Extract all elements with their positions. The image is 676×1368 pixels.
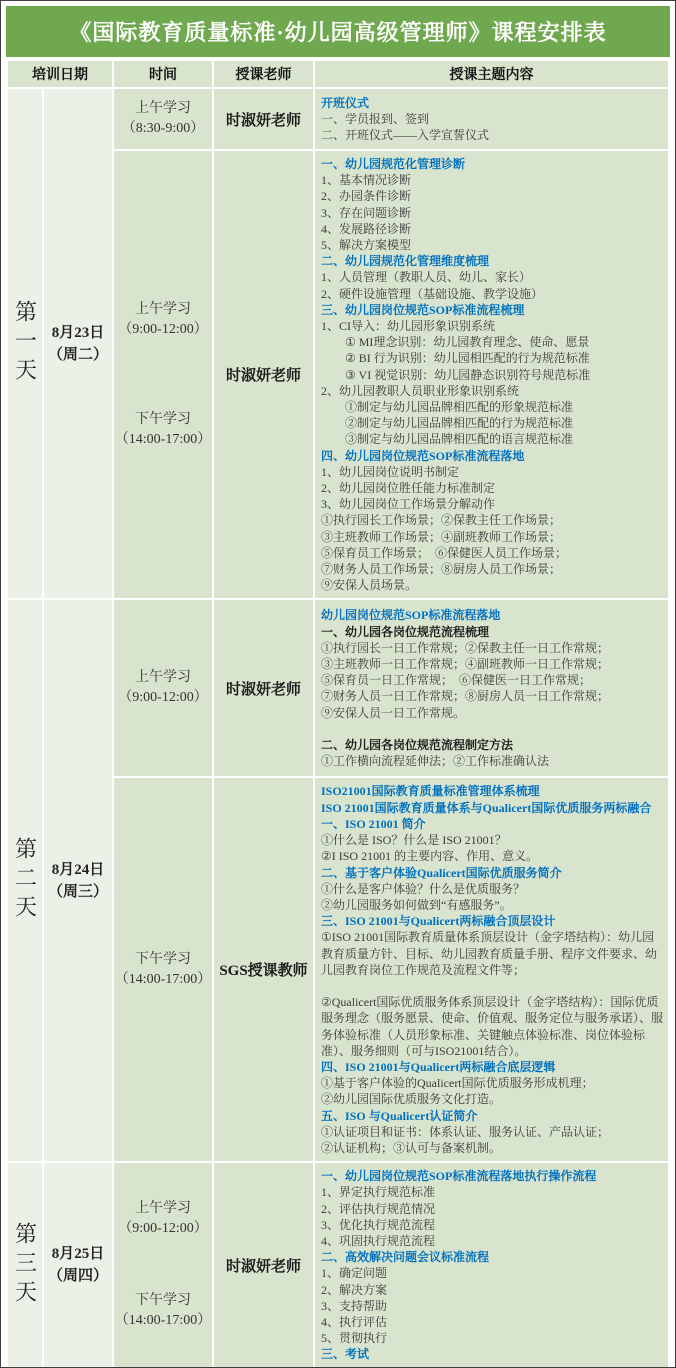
- content-line: 3、优化执行规范流程: [321, 1217, 436, 1232]
- content-line: 2、解决方案: [321, 1282, 388, 1297]
- content-line: 五、ISO 与Qualicert认证简介: [321, 1108, 478, 1123]
- content-line: 四、ISO 21001与Qualicert两标融合底层逻辑: [321, 1059, 556, 1074]
- content-line: ②认证机构；③认可与备案机制。: [321, 1140, 502, 1155]
- content-line: ① MI理念识别：幼儿园教育理念、使命、愿景: [345, 335, 590, 350]
- table-row-day2-session1: [8, 600, 668, 776]
- content-line: 二、高效解决问题会议标准流程: [321, 1250, 490, 1265]
- session-time-block: 上午学习 （9:00-12:00）: [118, 670, 208, 706]
- day3-session1-time-cell: [114, 1163, 212, 1367]
- content-line: 1、界定执行规范标准: [321, 1185, 436, 1200]
- header-teacher: 授课老师: [214, 61, 313, 87]
- content-line: 四、幼儿园岗位规范SOP标准流程落地: [321, 448, 525, 463]
- content-line: 一、幼儿园岗位规范SOP标准流程落地执行操作流程: [321, 1169, 597, 1184]
- session-time-block: 上午学习 （9:00-12:00）: [118, 301, 208, 337]
- content-line: ①基于客户体验的Qualicert国际优质服务形成机理；: [321, 1076, 594, 1091]
- day1-session1-teacher: 时淑妍老师: [214, 89, 313, 149]
- day3-label-cell: [8, 1163, 42, 1367]
- content-line: 三、考试: [321, 1347, 370, 1362]
- session-time-block: 上午学习 （8:30-9:00）: [121, 101, 205, 136]
- day3-date-cell: [44, 1163, 112, 1367]
- content-line: 2、评估执行规范情况: [321, 1201, 436, 1216]
- day1-date-line1: 8月23日: [51, 324, 105, 341]
- content-line: 开班仪式: [321, 95, 370, 110]
- session-time-block: 下午学习 （14:00-17:00）: [114, 1293, 212, 1329]
- header-row: [8, 61, 668, 87]
- content-line: ②幼儿园服务如何做到“有感服务”。: [321, 897, 512, 912]
- session-time-block: 下午学习 （14:00-17:00）: [114, 951, 212, 987]
- day1-session1-content: [315, 89, 668, 149]
- content-line: 2、硬件设施管理（基础设施、教学设施）: [321, 286, 544, 301]
- session-time: [114, 668, 212, 708]
- content-line: 二、幼儿园规范化管理维度梳理: [321, 254, 490, 269]
- content-line: 3、支持帮助: [321, 1298, 388, 1313]
- content-line: 三、ISO 21001与Qualicert两标融合顶层设计: [321, 914, 556, 929]
- day3-session1-teacher: 时淑妍老师: [214, 1163, 313, 1367]
- content-line: 幼儿园岗位规范SOP标准流程落地: [321, 608, 501, 623]
- content-line: ⑨安保人员一日工作常规。: [321, 705, 466, 720]
- day3-date-line1: 8月25日: [51, 1246, 105, 1263]
- day1-session2-time-cell: [114, 151, 212, 598]
- content-line: 4、发展路径诊断: [321, 221, 412, 236]
- content-line: 二、基于客户体验Qualicert国际优质服务简介: [321, 865, 562, 880]
- day1-session1-time-cell: [114, 89, 212, 149]
- content-line: 2、办园条件诊断: [321, 189, 412, 204]
- header-topic: 授课主题内容: [315, 61, 668, 87]
- content-line: ①工作横向流程延伸法；②工作标准确认法: [321, 754, 550, 769]
- content-line: ①ISO 21001国际教育质量体系顶层设计（金字塔结构）：幼儿园教育质量方针、目标、幼儿园教育质量手册、程序文件要求、幼儿园教育岗位工作规范及流程文件等；: [321, 930, 658, 977]
- day1-session2-teacher: 时淑妍老师: [214, 151, 313, 598]
- day2-label-cell: [8, 600, 42, 1161]
- session-time-block: 下午学习 （14:00-17:00）: [114, 411, 212, 447]
- day3-session1-content: [315, 1163, 668, 1367]
- day3-label: 第三天: [12, 1221, 38, 1309]
- content-line: ①什么是客户体验？什么是优质服务？: [321, 881, 526, 896]
- content-line: 1、确定问题: [321, 1266, 388, 1281]
- day1-session2-content: [315, 151, 668, 598]
- session-time: [114, 1199, 212, 1331]
- content-line: 1、基本情况诊断: [321, 173, 412, 188]
- content-line: 一、幼儿园规范化管理诊断: [321, 157, 466, 171]
- content-line: ③制定与幼儿园品牌相匹配的语言规范标准: [345, 432, 574, 447]
- content-line: 二、开班仪式——入学宣誓仪式: [321, 128, 490, 143]
- content-line: 1、CI导入：幼儿园形象识别系统: [321, 319, 496, 334]
- session-time-block: 上午学习 （9:00-12:00）: [118, 1201, 208, 1237]
- content-line: [321, 978, 664, 994]
- content-line: 3、存在问题诊断: [321, 205, 412, 220]
- content-line: ⑨安保人员场景。: [321, 578, 418, 593]
- content-line: ⑦财务人员一日工作常规；⑧厨房人员一日工作常规；: [321, 689, 610, 704]
- content-line: ISO21001国际教育质量标准管理体系梳理: [321, 784, 540, 799]
- content-line: ③主班教师一日工作常规；④副班教师一日工作常规；: [321, 657, 610, 672]
- content-line: 3、幼儿园岗位工作场景分解动作: [321, 497, 496, 512]
- content-line: 1、幼儿园岗位说明书制定: [321, 464, 460, 479]
- header-time: 时间: [114, 61, 212, 87]
- day2-date-line2: （周三）: [47, 883, 108, 900]
- day2-label: 第二天: [12, 837, 38, 925]
- content-line: ②I ISO 21001 的主要内容、作用、意义。: [321, 849, 539, 864]
- content-line: ②幼儿园国际优质服务文化打造。: [321, 1092, 502, 1107]
- day1-label: 第一天: [12, 300, 38, 388]
- day2-session1-teacher: 时淑妍老师: [214, 600, 313, 776]
- content-line: ② BI 行为识别：幼儿园相匹配的行为规范标准: [345, 351, 590, 366]
- content-line: 5、贯彻执行: [321, 1331, 388, 1346]
- content-line: 一、幼儿园各岗位规范流程梳理: [321, 624, 490, 639]
- content-line: ⑦财务人员工作场景；⑧厨房人员工作场景；: [321, 562, 562, 577]
- content-line: 三、幼儿园岗位规范SOP标准流程梳理: [321, 302, 525, 317]
- session-time: [114, 99, 212, 139]
- content-line: ③ VI 视觉识别：幼儿园静态识别符号规范标准: [345, 367, 591, 382]
- content-line: 一、学员报到、签到: [321, 111, 430, 126]
- day1-date-cell: [44, 89, 112, 598]
- content-line: 4、执行评估: [321, 1314, 388, 1329]
- content-line: 二、幼儿园各岗位规范流程制定方法: [321, 738, 514, 753]
- day2-session1-content: [315, 600, 668, 776]
- day3-date-line2: （周四）: [47, 1268, 108, 1285]
- content-line: ①执行园长工作场景；②保教主任工作场景；: [321, 513, 562, 528]
- day2-session2-time-cell: [114, 778, 212, 1161]
- day2-session2-content: [315, 778, 668, 1161]
- day2-date-cell: [44, 600, 112, 1161]
- content-line: ①制定与幼儿园品牌相匹配的形象规范标准: [345, 400, 574, 415]
- content-line: ISO 21001国际教育质量体系与Qualicert国际优质服务两标融合: [321, 800, 652, 815]
- day2-date-line1: 8月24日: [51, 861, 105, 878]
- schedule-table: [6, 59, 670, 1368]
- content-line: ②Qualicert国际优质服务体系顶层设计（金字塔结构）：国际优质服务理念（服务愿景、使命、价值观、服务定位与服务承诺）、服务体验标准（人员形象标准、关键触点体验标准、岗位体验标准）、服务细则（可与ISO21001结合）。: [321, 995, 664, 1058]
- day2-session1-time-cell: [114, 600, 212, 776]
- table-row-day3-session1: [8, 1163, 668, 1367]
- day1-label-cell: [8, 89, 42, 598]
- day1-date-line2: （周二）: [47, 346, 108, 363]
- content-line: ①执行园长一日工作常规；②保教主任一日工作常规；: [321, 640, 610, 655]
- table-row-day1-session1: [8, 89, 668, 149]
- content-line: ①认证项目和证书：体系认证、服务认证、产品认证；: [321, 1124, 610, 1139]
- content-line: ⑤保育员一日工作常规； ⑥保健医一日工作常规；: [321, 673, 592, 688]
- content-line: 一、ISO 21001 简介: [321, 816, 426, 831]
- content-line: ③主班教师工作场景；④副班教师工作场景；: [321, 529, 562, 544]
- content-line: 1、人员管理（教职人员、幼儿、家长）: [321, 270, 532, 285]
- session-time: [114, 300, 212, 450]
- content-line: 4、巩固执行规范流程: [321, 1233, 436, 1248]
- content-line: 2、幼儿园教职人员职业形象识别系统: [321, 383, 520, 398]
- content-line: 5、解决方案模型: [321, 238, 412, 253]
- content-line: 2、幼儿园岗位胜任能力标准制定: [321, 481, 496, 496]
- content-line: ②制定与幼儿园品牌相匹配的行为规范标准: [345, 416, 574, 431]
- content-line: ⑤保育员工作场景； ⑥保健医人员工作场景；: [321, 545, 568, 560]
- day2-session2-teacher: SGS授课教师: [214, 778, 313, 1161]
- page-title: 《国际教育质量标准·幼儿园高级管理师》课程安排表: [6, 6, 670, 57]
- header-date: 培训日期: [8, 61, 112, 87]
- session-time: [114, 950, 212, 990]
- content-line: [321, 721, 664, 737]
- content-line: ①什么是 ISO？什么是 ISO 21001？: [321, 833, 507, 848]
